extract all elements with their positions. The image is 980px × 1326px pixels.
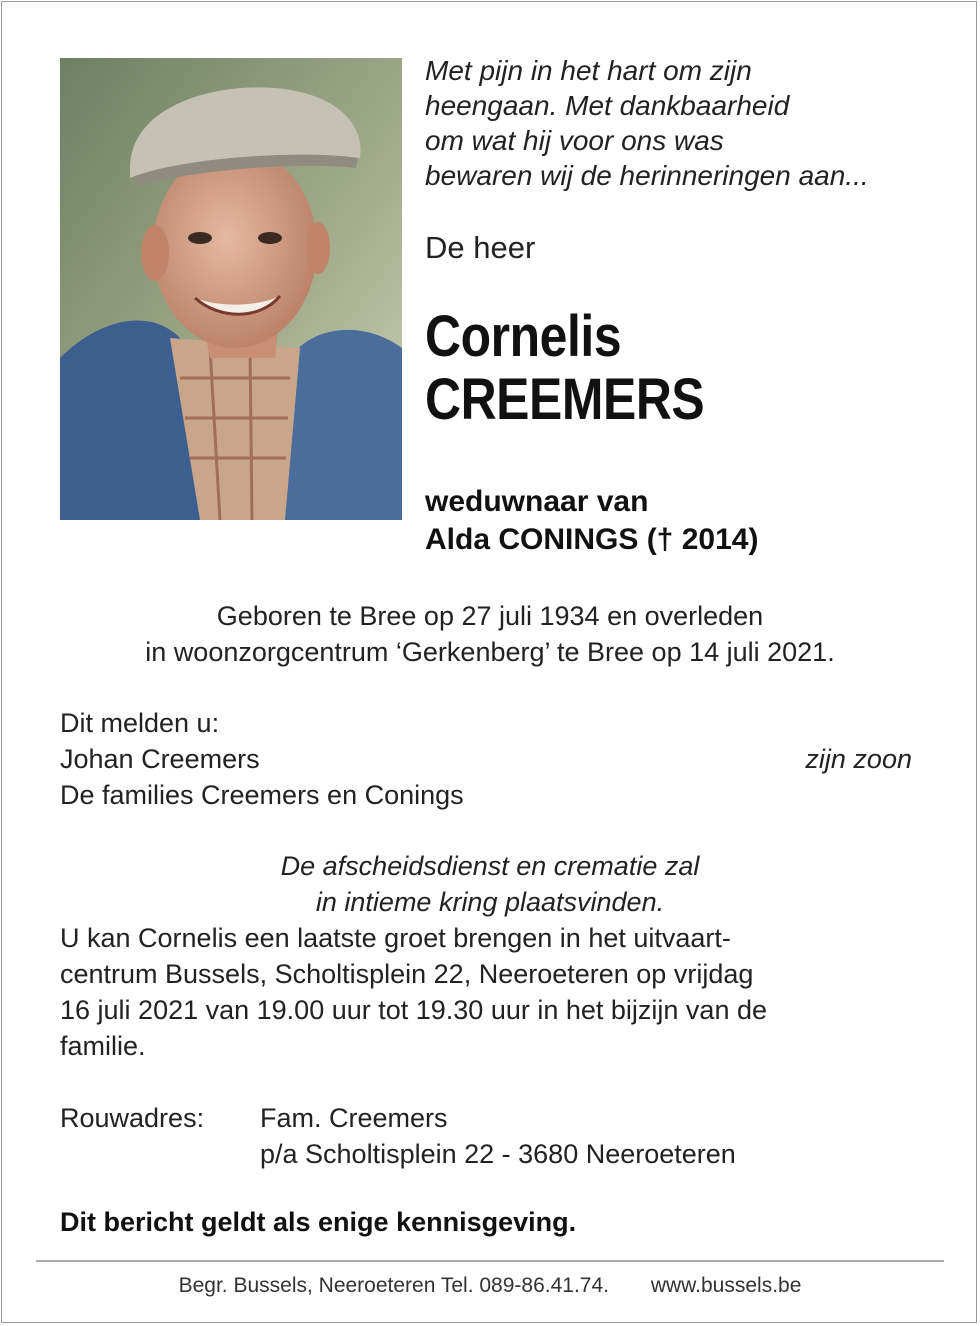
intro-text [425,53,945,193]
deceased-name [425,305,704,431]
ceremony-line: De afscheidsdienst en crematie zal [280,851,700,881]
birth-line: Geboren te Bree op 27 juli 1934 en overleden [216,601,764,631]
funeral-home-contact: Begr. Bussels, Neeroeteren Tel. 089-86.41.74. [178,1274,609,1297]
visit-line: U kan Cornelis een laatste groet brengen in het uitvaart- [60,923,731,953]
announcers-heading: Dit melden u: [60,708,220,738]
footer-divider [36,1260,944,1262]
visit-line: centrum Bussels, Scholtisplein 22, Neeroeteren op vrijdag [60,959,754,989]
first-name: Cornelis [425,304,622,369]
widower-line: weduwnaar van [425,485,649,518]
address-label: Rouwadres: [60,1103,205,1133]
intro-line: Met pijn in het hart om zijn [425,55,752,86]
announcer-relation: zijn zoon [805,744,912,774]
salutation: De heer [425,230,536,265]
visit-line: 16 juli 2021 van 19.00 uur tot 19.30 uur in het bijzijn van de [60,995,767,1025]
address-line: p/a Scholtisplein 22 - 3680 Neeroeteren [260,1139,736,1169]
mourning-address [60,1100,920,1172]
footer [60,1274,920,1298]
visit-line: familie. [60,1031,146,1061]
spouse-line: Alda CONINGS († 2014) [425,523,759,556]
announcer-name: De families Creemers en Conings [60,780,464,810]
birth-death-info [60,598,920,670]
ceremony-line: in intieme kring plaatsvinden. [315,887,665,917]
announcers-block [60,705,912,813]
last-name: CREEMERS [425,367,705,432]
intro-line: om wat hij voor ons was [425,125,724,156]
widower-info [425,483,758,559]
death-line: in woonzorgcentrum ‘Gerkenberg’ te Bree op 14 juli 2021. [145,637,835,667]
announcer-row [60,741,912,777]
notice-text: Dit bericht geldt als enige kennisgeving. [60,1207,577,1237]
intro-line: heengaan. Met dankbaarheid [425,90,790,121]
visitation-info [60,920,920,1064]
address-value [260,1100,736,1172]
announcer-name: Johan Creemers [60,744,260,774]
intro-line: bewaren wij de herinneringen aan... [425,160,869,191]
announcer-row [60,777,912,813]
ceremony-info [60,848,920,920]
address-line: Fam. Creemers [260,1103,448,1133]
portrait-photo [60,58,402,520]
website-link[interactable]: www.bussels.be [650,1274,802,1297]
